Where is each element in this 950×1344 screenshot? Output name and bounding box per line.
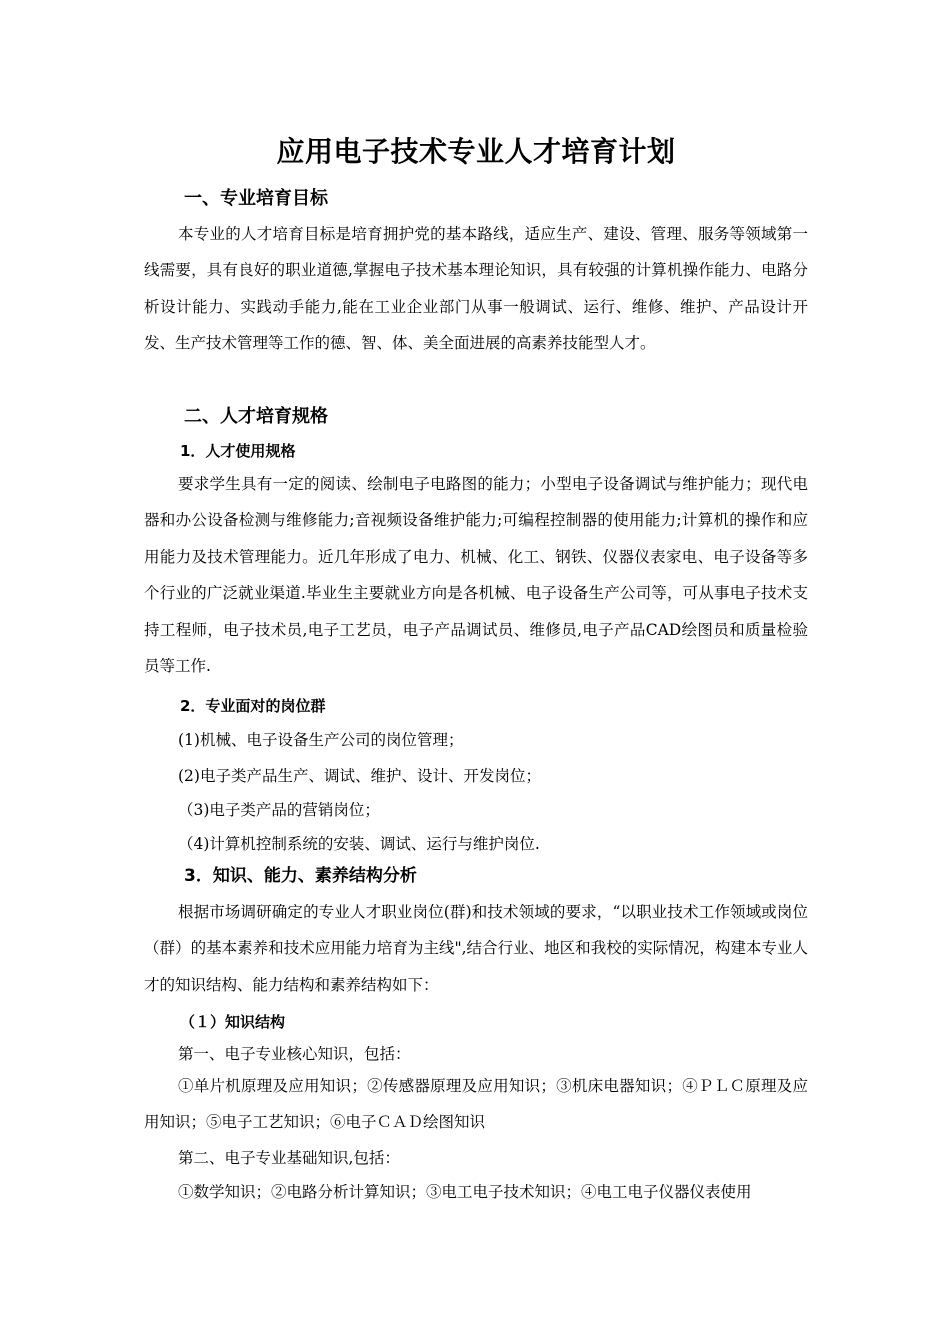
section-heading-training-goal: 一、专业培育目标 bbox=[184, 188, 328, 209]
subheading-talent-usage-spec: 1．人才使用规格 bbox=[180, 442, 296, 460]
subheading-knowledge-structure: （１）知识结构 bbox=[180, 1013, 286, 1031]
core-knowledge-intro: 第一、电子专业核心知识，包括： bbox=[178, 1045, 411, 1063]
training-goal-paragraph: 本专业的人才培育目标是培育拥护党的基本路线，适应生产、建设、管理、服务等领域第一线需要，具有良好的职业道德,掌握电子技术基本理论知识，具有较强的计算机操作能力、电路分析设计能力、实践动手能力,能在工业企业部门从事一般调试、运行、维修、维护、产品设计开发、生产技术管理等工作的德、智、体、美全面进展的高素养技能型人才。 bbox=[144, 225, 808, 353]
job-group-item-3: （3)电子类产品的营销岗位； bbox=[178, 801, 380, 819]
section-heading-training-spec: 二、人才培育规格 bbox=[184, 406, 328, 427]
structure-analysis-paragraph: 根据市场调研确定的专业人才职业岗位(群)和技术领域的要求，“以职业技术工作领域或岗位（群）的基本素养和技术应用能力培育为主线",结合行业、地区和我校的实际情况，构建本专业人才的知识结构、能力结构和素养结构如下： bbox=[144, 903, 808, 994]
talent-usage-paragraph: 要求学生具有一定的阅读、绘制电子电路图的能力；小型电子设备调试与维护能力；现代电器和办公设备检测与维修能力;音视频设备维护能力;可编程控制器的使用能力;计算机的操作和应用能力及技术管理能力。近几年形成了电力、机械、化工、钢铁、仪器仪表家电、电子设备等多个行业的广泛就业渠道.毕业生主要就业方向是各机械、电子设备生产公司等，可从事电子技术支持工程师，电子技术员,电子工艺员，电子产品调试员、维修员,电子产品CAD绘图员和质量检验员等工作. bbox=[144, 475, 808, 676]
job-group-item-1: (1)机械、电子设备生产公司的岗位管理； bbox=[178, 731, 464, 749]
basic-knowledge-intro: 第二、电子专业基础知识,包括： bbox=[178, 1149, 400, 1167]
basic-knowledge-list: ①数学知识；②电路分析计算知识；③电工电子技术知识；④电工电子仪器仪表使用 bbox=[178, 1183, 752, 1201]
job-group-item-2: (2)电子类产品生产、调试、维护、设计、开发岗位； bbox=[178, 767, 541, 785]
core-knowledge-list: ①单片机原理及应用知识；②传感器原理及应用知识；③机床电器知识；④ＰＬＣ原理及应用知识；⑤电子工艺知识；⑥电子ＣＡＤ绘图知识 bbox=[144, 1077, 808, 1132]
document-title: 应用电子技术专业人才培育计划 bbox=[276, 135, 676, 168]
subheading-job-groups: 2．专业面对的岗位群 bbox=[180, 697, 326, 715]
job-group-item-4: （4)计算机控制系统的安装、调试、运行与维护岗位. bbox=[178, 835, 540, 853]
subheading-structure-analysis: 3．知识、能力、素养结构分析 bbox=[184, 866, 417, 886]
